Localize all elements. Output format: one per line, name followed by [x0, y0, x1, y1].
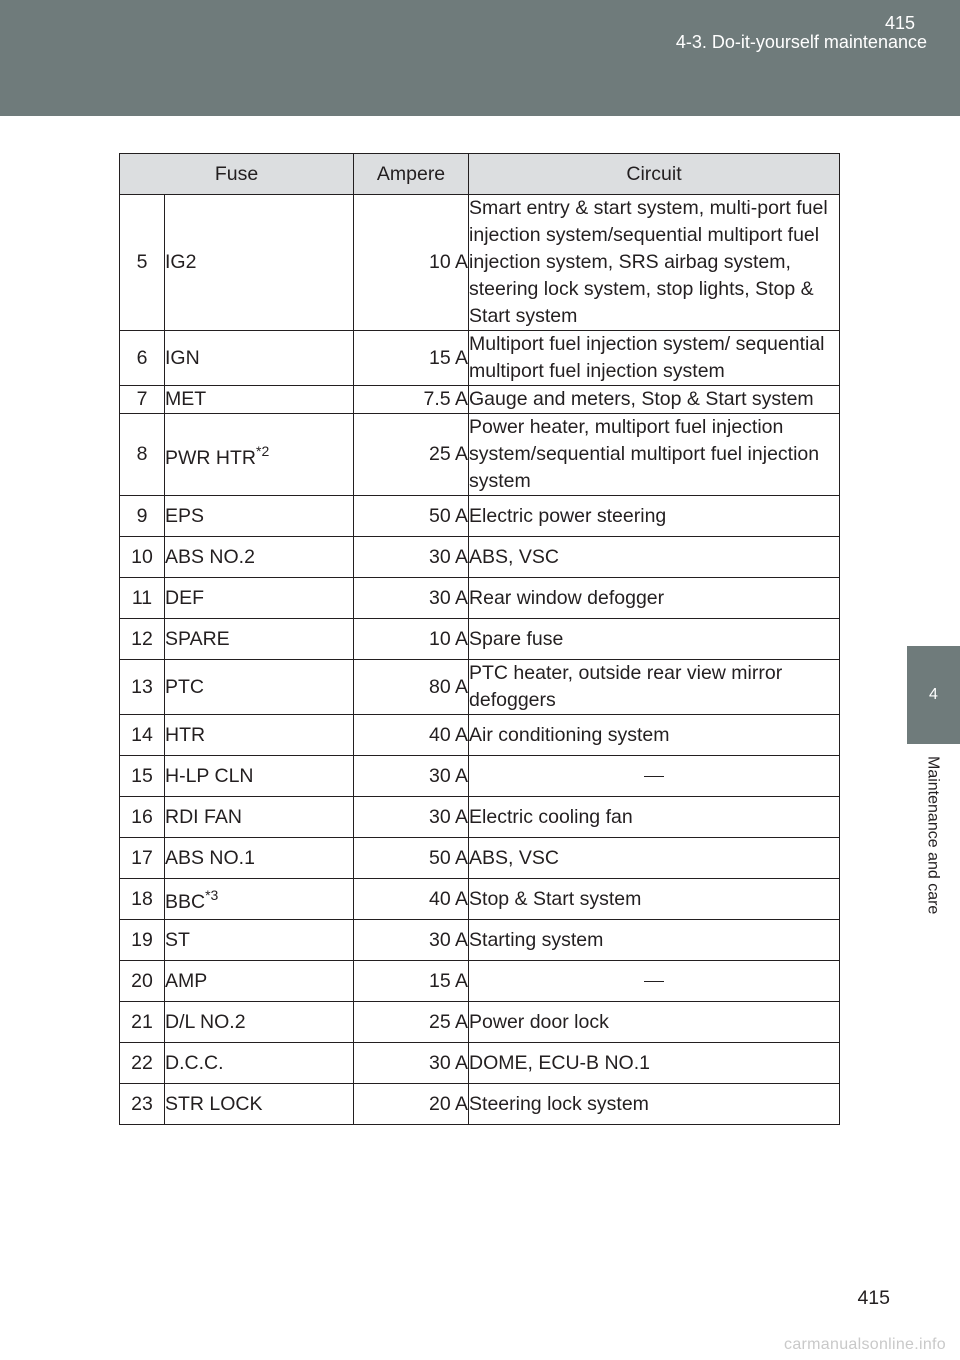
fuse-name — [165, 660, 354, 715]
fuse-name-text: IGN — [165, 346, 200, 369]
fuse-ampere: 30 A — [354, 578, 469, 619]
fuse-name-text: PTC — [165, 675, 204, 698]
fuse-name — [165, 496, 354, 537]
header-circuit: Circuit — [469, 154, 840, 195]
fuse-name — [165, 961, 354, 1002]
header-ampere: Ampere — [354, 154, 469, 195]
table-row — [120, 578, 840, 619]
fuse-name — [165, 797, 354, 838]
fuse-name — [165, 1043, 354, 1084]
fuse-number: 10 — [120, 537, 165, 578]
footnote-mark: *3 — [205, 887, 219, 903]
table-row — [120, 1002, 840, 1043]
page-number: 415 — [857, 1287, 890, 1309]
fuse-ampere: 25 A — [354, 1002, 469, 1043]
fuse-circuit: ABS, VSC — [469, 537, 840, 578]
fuse-circuit: PTC heater, outside rear view mirror defoggers — [469, 660, 840, 715]
table-row — [120, 715, 840, 756]
fuse-number: 7 — [120, 386, 165, 414]
fuse-table-body — [120, 195, 840, 1125]
fuse-ampere: 20 A — [354, 1084, 469, 1125]
fuse-name — [165, 578, 354, 619]
fuse-circuit: Electric power steering — [469, 496, 840, 537]
fuse-number: 23 — [120, 1084, 165, 1125]
fuse-ampere: 30 A — [354, 756, 469, 797]
fuse-number: 16 — [120, 797, 165, 838]
fuse-name-text: ABS NO.2 — [165, 545, 255, 568]
fuse-number: 12 — [120, 619, 165, 660]
page-header — [0, 0, 960, 116]
dash-mark — [644, 776, 664, 777]
fuse-circuit: Power heater, multiport fuel injection system/sequential multiport fuel injection system — [469, 414, 840, 496]
fuse-ampere: 15 A — [354, 331, 469, 386]
fuse-ampere: 30 A — [354, 537, 469, 578]
dash-mark — [644, 981, 664, 982]
fuse-name-text: DEF — [165, 586, 204, 609]
table-row — [120, 195, 840, 331]
fuse-name — [165, 537, 354, 578]
fuse-ampere: 30 A — [354, 797, 469, 838]
fuse-circuit — [469, 756, 840, 797]
fuse-name-text: RDI FAN — [165, 805, 242, 828]
fuse-circuit: DOME, ECU-B NO.1 — [469, 1043, 840, 1084]
fuse-name — [165, 386, 354, 414]
fuse-circuit: Stop & Start system — [469, 879, 840, 920]
fuse-number: 22 — [120, 1043, 165, 1084]
fuse-name — [165, 195, 354, 331]
fuse-name-text: EPS — [165, 504, 205, 527]
table-row — [120, 797, 840, 838]
fuse-name-text: SPARE — [165, 627, 230, 650]
fuse-circuit: Spare fuse — [469, 619, 840, 660]
table-row — [120, 386, 840, 414]
fuse-number: 6 — [120, 331, 165, 386]
table-row — [120, 414, 840, 496]
table-row — [120, 838, 840, 879]
table-row — [120, 496, 840, 537]
table-row — [120, 920, 840, 961]
fuse-circuit: Gauge and meters, Stop & Start system — [469, 386, 840, 414]
table-header-row — [120, 154, 840, 195]
fuse-number: 21 — [120, 1002, 165, 1043]
fuse-number: 14 — [120, 715, 165, 756]
fuse-name — [165, 756, 354, 797]
fuse-circuit: Steering lock system — [469, 1084, 840, 1125]
table-row — [120, 879, 840, 920]
table-row — [120, 1084, 840, 1125]
fuse-circuit: Electric cooling fan — [469, 797, 840, 838]
fuse-name-text: MET — [165, 388, 207, 410]
chapter-tab: 4 — [907, 646, 960, 744]
fuse-circuit: Multiport fuel injection system/ sequential multiport fuel injection system — [469, 331, 840, 386]
fuse-circuit: Power door lock — [469, 1002, 840, 1043]
fuse-name — [165, 838, 354, 879]
table-row — [120, 961, 840, 1002]
fuse-name-text: BBC — [165, 891, 206, 913]
fuse-ampere: 50 A — [354, 838, 469, 879]
fuse-number: 15 — [120, 756, 165, 797]
fuse-circuit: Smart entry & start system, multi-port fuel injection system/sequential multiport fuel injection system, SRS airbag system, steering lock system, stop lights, Stop & Start system — [469, 195, 840, 331]
table-row — [120, 331, 840, 386]
fuse-name — [165, 715, 354, 756]
fuse-ampere: 40 A — [354, 879, 469, 920]
fuse-ampere: 25 A — [354, 414, 469, 496]
header-fuse: Fuse — [120, 154, 354, 195]
chapter-label-text: Maintenance and care — [924, 756, 942, 915]
table-row — [120, 1043, 840, 1084]
table-row — [120, 537, 840, 578]
fuse-name — [165, 1002, 354, 1043]
table-row — [120, 756, 840, 797]
fuse-name-text: ABS NO.1 — [165, 846, 255, 869]
fuse-name-text: AMP — [165, 969, 208, 992]
chapter-label — [905, 744, 960, 974]
fuse-ampere: 7.5 A — [354, 386, 469, 414]
table-row — [120, 619, 840, 660]
footnote-mark: *2 — [256, 442, 270, 459]
fuse-number: 20 — [120, 961, 165, 1002]
fuse-ampere: 30 A — [354, 920, 469, 961]
fuse-number: 13 — [120, 660, 165, 715]
fuse-number: 19 — [120, 920, 165, 961]
fuse-name — [165, 619, 354, 660]
fuse-name — [165, 414, 354, 496]
fuse-number: 5 — [120, 195, 165, 331]
fuse-number: 9 — [120, 496, 165, 537]
fuse-name-text: PWR HTR — [165, 446, 256, 469]
fuse-circuit: ABS, VSC — [469, 838, 840, 879]
fuse-circuit: Air conditioning system — [469, 715, 840, 756]
fuse-number: 17 — [120, 838, 165, 879]
fuse-ampere: 30 A — [354, 1043, 469, 1084]
fuse-name — [165, 331, 354, 386]
fuse-name-text: ST — [165, 928, 190, 951]
fuse-number: 18 — [120, 879, 165, 920]
header-page-number: 415 — [884, 13, 915, 33]
fuse-ampere: 50 A — [354, 496, 469, 537]
fuse-circuit: Rear window defogger — [469, 578, 840, 619]
fuse-name-text: HTR — [165, 723, 206, 746]
fuse-name — [165, 920, 354, 961]
fuse-name-text: STR LOCK — [165, 1092, 263, 1115]
table-row — [120, 660, 840, 715]
fuse-name-text: H-LP CLN — [165, 764, 254, 787]
fuse-ampere: 10 A — [354, 195, 469, 331]
fuse-name-text: D/L NO.2 — [165, 1010, 246, 1033]
fuse-ampere: 80 A — [354, 660, 469, 715]
fuse-circuit — [469, 961, 840, 1002]
fuse-table — [119, 153, 840, 1125]
watermark: carmanualsonline.info — [784, 1336, 946, 1353]
section-title: 4-3. Do-it-yourself maintenance — [675, 32, 927, 52]
fuse-name-text: IG2 — [165, 251, 197, 273]
fuse-name-text: D.C.C. — [165, 1051, 224, 1074]
fuse-ampere: 15 A — [354, 961, 469, 1002]
fuse-number: 11 — [120, 578, 165, 619]
fuse-ampere: 10 A — [354, 619, 469, 660]
fuse-number: 8 — [120, 414, 165, 496]
fuse-name — [165, 879, 354, 920]
fuse-name — [165, 1084, 354, 1125]
fuse-circuit: Starting system — [469, 920, 840, 961]
fuse-ampere: 40 A — [354, 715, 469, 756]
